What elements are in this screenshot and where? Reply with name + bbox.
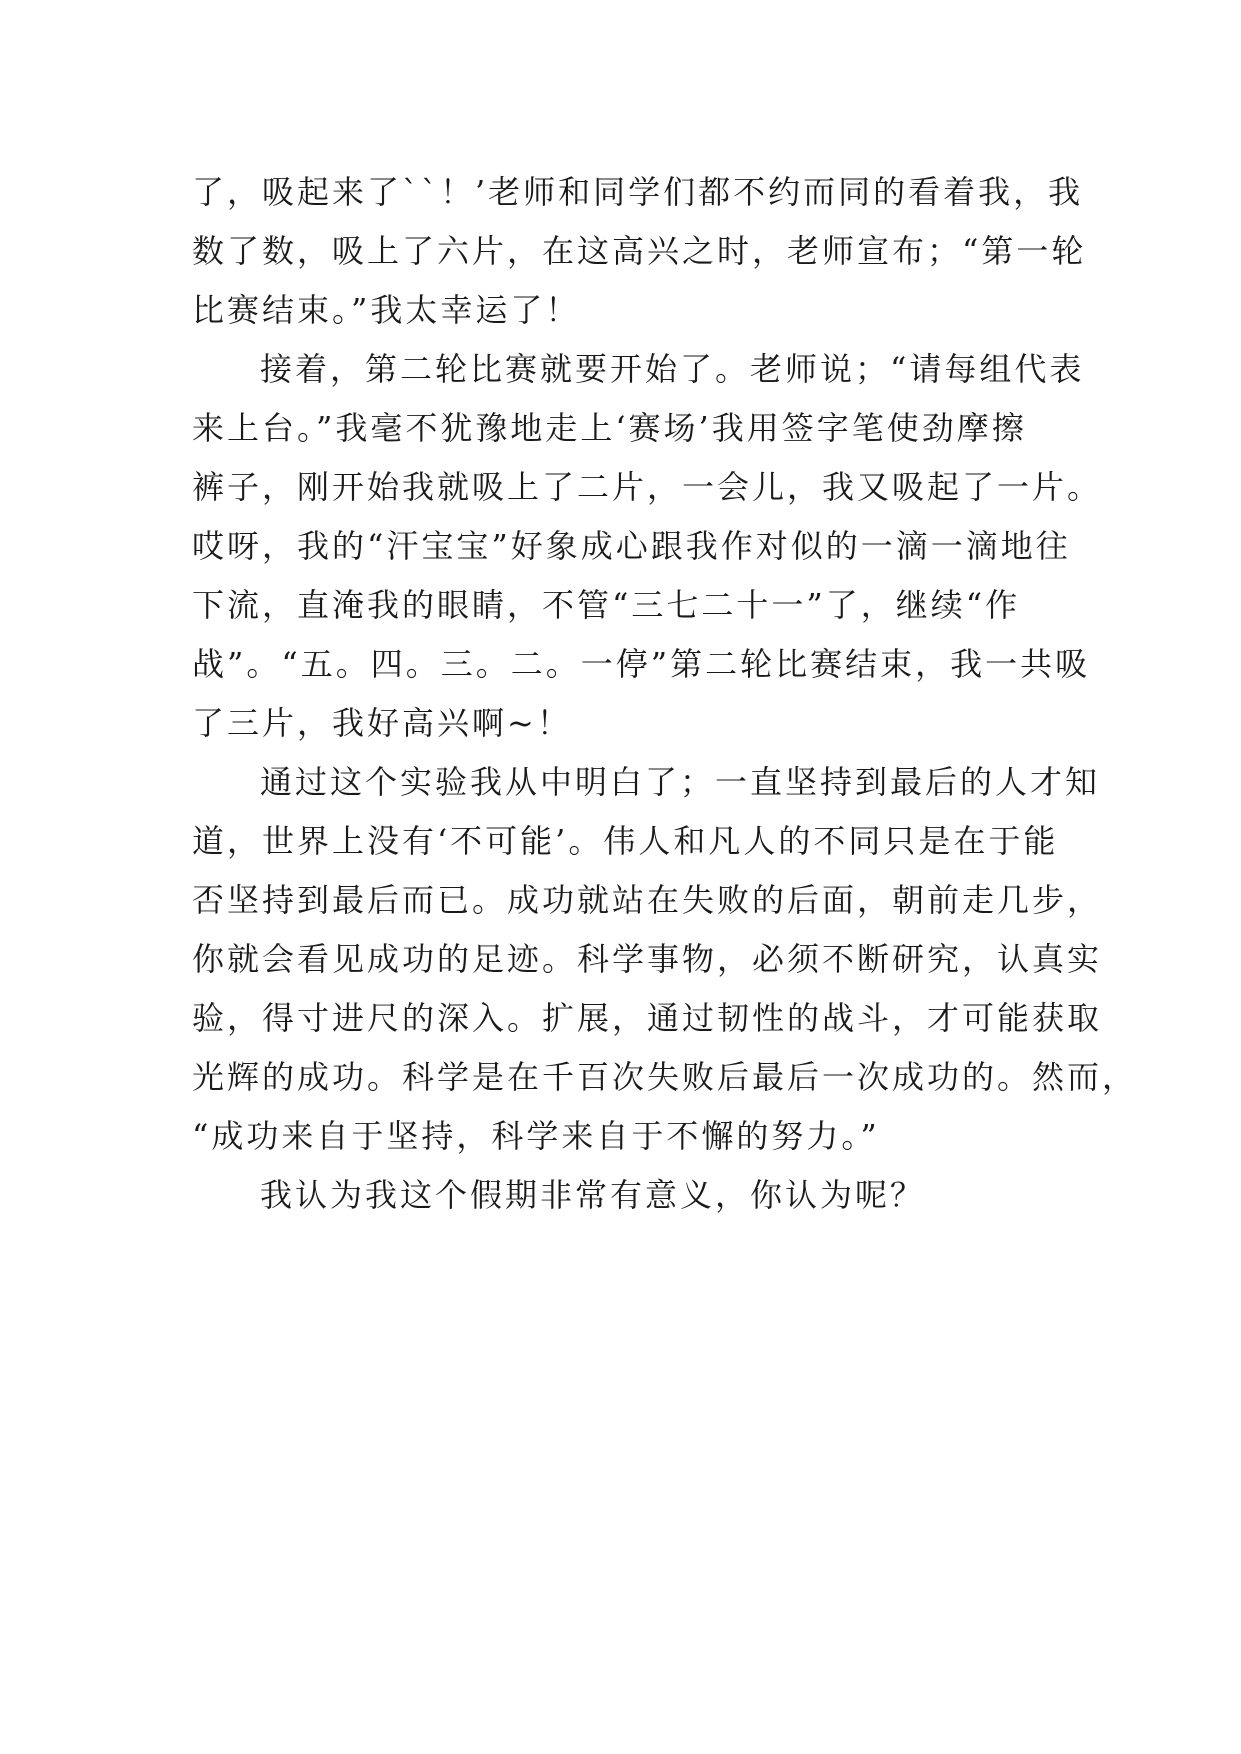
text-line: 哎呀，我的“汗宝宝”好象成心跟我作对似的一滴一滴地往 — [192, 527, 1071, 565]
paragraph-4 — [192, 1166, 1072, 1225]
text-line: 战”。“五。四。三。二。一停”第二轮比赛结束，我一共吸 — [192, 645, 1091, 683]
text-line: 验，得寸进尺的深入。扩展，通过韧性的战斗，才可能获取 — [192, 999, 1103, 1037]
text-line: 数了数，吸上了六片，在这高兴之时，老师宣布；“第一轮 — [192, 232, 1087, 270]
essay-body — [192, 163, 1138, 1225]
text-line: 光辉的成功。科学是在千百次失败后最后一次成功的。然而， — [192, 1058, 1138, 1096]
text-line: 否坚持到最后而已。成功就站在失败的后面，朝前走几步， — [192, 881, 1103, 919]
text-line: 了三片，我好高兴啊~！ — [192, 704, 572, 742]
text-line: “成功来自于坚持，科学来自于不懈的努力。” — [192, 1117, 880, 1155]
text-line: 接着，第二轮比赛就要开始了。老师说；“请每组代表 — [260, 350, 1085, 388]
text-line: 了，吸起来了``！’老师和同学们都不约而同的看着我，我 — [192, 173, 1084, 211]
text-line: 我认为我这个假期非常有意义，你认为呢？ — [260, 1176, 926, 1214]
text-line: 比赛结束。”我太幸运了！ — [192, 291, 581, 329]
paragraph-3 — [192, 753, 1138, 1166]
text-line: 你就会看见成功的足迹。科学事物，必须不断研究，认真实 — [192, 940, 1103, 978]
paragraph-2 — [192, 340, 1103, 753]
text-line: 通过这个实验我从中明白了；一直坚持到最后的人才知 — [260, 763, 1101, 801]
text-line: 来上台。”我毫不犹豫地走上‘赛场’我用签字笔使劲摩擦 — [192, 409, 1027, 447]
paragraph-1 — [192, 163, 1087, 340]
text-line: 道，世界上没有‘不可能’。伟人和凡人的不同只是在于能 — [192, 822, 1059, 860]
text-line: 裤子，刚开始我就吸上了二片，一会儿，我又吸起了一片。 — [192, 468, 1103, 506]
text-line: 下流，直淹我的眼睛，不管“三七二十一”了，继续“作 — [192, 586, 1021, 624]
